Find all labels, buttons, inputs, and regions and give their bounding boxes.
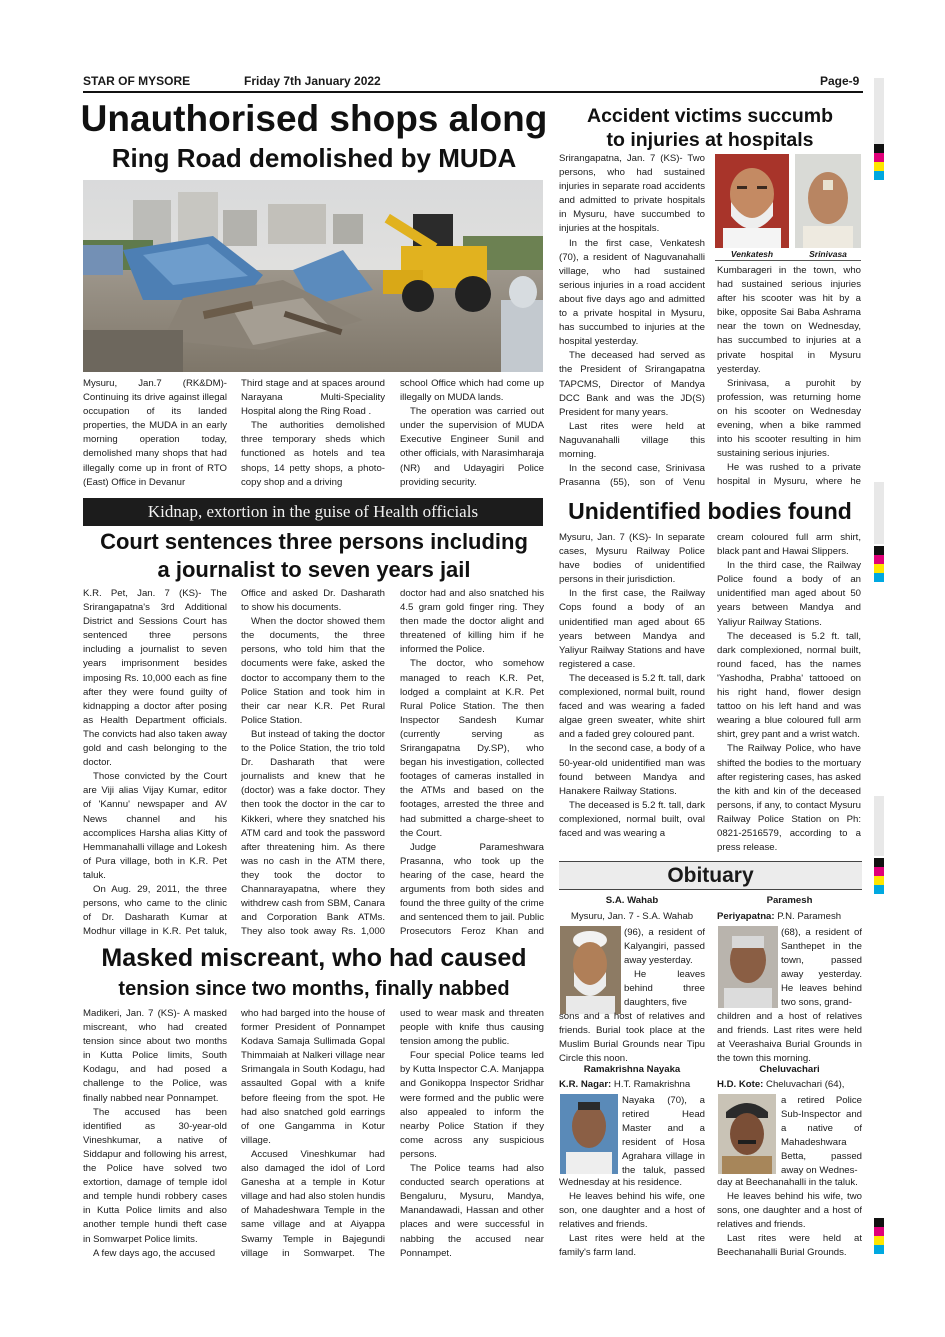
- obit-wahab-bottom-text: sons and a host of relatives and friends. Burial took place at the Muslim Burial Grounds near Tipu Circle this noon.: [559, 1011, 705, 1065]
- obit-cheluvachari-place: H.D. Kote:: [717, 1079, 764, 1090]
- wahab-portrait: [560, 926, 621, 1014]
- bodies-headline: Unidentified bodies found: [568, 498, 852, 524]
- obit-cheluvachari-side: [781, 1094, 862, 1178]
- masked-headline-line1: Masked miscreant, who had caused: [101, 944, 527, 972]
- masked-headline-line2: tension since two months, finally nabbed: [118, 978, 510, 1000]
- court-column-1: [83, 587, 227, 939]
- margin-strip-top: [874, 78, 884, 144]
- obit-paramesh-side: [781, 926, 862, 1010]
- bodies-right-para1: cream coloured full arm shirt, black pant and Hawai Slippers.: [717, 532, 861, 558]
- masked-col1-para1: Madikeri, Jan. 7 (KS)- A masked miscreant, who had created tension since about two months in Kutta Police limits, South Kodagu, and had posed a challenge to the Police, was finally nabbed near Ponnampet.: [83, 1008, 227, 1104]
- registration-swatch-yellow-3: [874, 876, 884, 885]
- obit-ramakrishna-photo: [560, 1094, 618, 1174]
- obit-wahab-name: S.A. Wahab: [605, 895, 659, 906]
- masked-col2-para2: Accused Vineshkumar had also damaged the idol of Lord Ganesha at a temple in Kotur village and had also stolen hundis of Mahadeshwara Temple in the same village and at Aiyappa Swamy Temple in Bajegundi village in Somwarpet. The: [241, 1148, 385, 1259]
- page-number: Page-9: [820, 74, 860, 88]
- court-col3-para3: Judge Parameshwara Prasanna, who took up the hearing of the case, heard the arguments from both sides and found the three guilty of the crime and sentenced them to jail. Public Prosecutors Feroz Khan and: [400, 841, 544, 938]
- registration-swatch-cyan-2: [874, 573, 884, 582]
- bodies-right-para3: The deceased is 5.2 ft. tall, dark complexioned, normal built, round faced, has the names 'Yashodha, Prabha' tattooed on his right hand, flower design tattoo on his left hand and was wearing a blue coloured full arm shirt, grey pant and a wrist watch.: [717, 630, 861, 741]
- obit-wahab-side-text: (96), a resident of Kalyangiri, passed away yesterday.: [624, 927, 705, 967]
- registration-swatch-cyan: [874, 171, 884, 180]
- obit-cheluvachari-bottom-text2: He leaves behind his wife, two sons, one daughter and a host of relatives and friends.: [717, 1191, 862, 1231]
- court-headline-line2: a journalist to seven years jail: [157, 557, 471, 582]
- registration-swatch-magenta: [874, 153, 884, 162]
- obit-cheluvachari-name: Cheluvachari: [759, 1064, 820, 1075]
- muda-col3-para2: The operation was carried out under the supervision of MUDA Executive Engineer Sunil and other officials, with Narasimharaja (NR) and Udayagiri Police providing security.: [400, 406, 544, 487]
- obit-ramakrishna-side: [622, 1094, 705, 1178]
- muda-headline-line2: Ring Road demolished by MUDA: [111, 143, 517, 173]
- bodies-right-para2: In the third case, the Railway Police found a body of an unidentified man aged about 50 years between Mandya and Yaliyur Railway Stations.: [717, 560, 861, 628]
- accident-column-right: [717, 264, 861, 490]
- court-col3-para2: The doctor, who somehow managed to reach K.R. Pet, lodged a complaint at K.R. Pet Rural Police Station. The then Inspector Sandesh Kumar (currently serving as Srirangapatna Dy.SP), who began his investigation, collected footages of cameras installed in the ATMs and based on the footages, arrested the three and had submitted a charge-sheet to the Court.: [400, 658, 544, 839]
- obit-paramesh-place: Periyapatna:: [717, 911, 775, 922]
- muda-column-3: [400, 377, 544, 487]
- obit-paramesh-intro: [717, 910, 862, 926]
- obit-ramakrishna-top-text: H.T. Ramakrishna: [613, 1079, 691, 1090]
- registration-swatch-black-2: [874, 546, 884, 555]
- obit-cheluvachari-bottom-text3: Last rites were held at Beechanahalli Burial Grounds.: [717, 1233, 862, 1259]
- registration-swatch-black-3: [874, 858, 884, 867]
- court-col1-para2: Those convicted by the Court are Viji alias Vijay Kumar, editor of 'Kannu' newspaper and AV News channel and his accomplices Harsha alias Kitty of Hemmanahalli village and Lokesh of Pura village, both in K.R. Pet taluk.: [83, 771, 227, 881]
- masked-column-3: [400, 1007, 544, 1263]
- court-headline-line1: Court sentences three persons including: [100, 529, 528, 554]
- accident-left-para1: Srirangapatna, Jan. 7 (KS)- Two persons, who had sustained injuries in separate road accidents and admitted to private hospitals in Mysuru, have succumbed to injuries at the hospitals.: [559, 153, 705, 235]
- registration-swatch-yellow-2: [874, 564, 884, 573]
- accident-left-para5: In the second case, Srinivasa Prasanna (55), son of Venu: [559, 463, 705, 489]
- registration-swatch-yellow: [874, 162, 884, 171]
- muda-column-2: [241, 377, 385, 487]
- obit-ramakrishna-bottom-text3: Last rites were held at the family's farm land.: [559, 1233, 705, 1259]
- ramakrishna-portrait: [560, 1094, 618, 1174]
- muda-col2-para1: Third stage and at spaces around Narayana Multi-Speciality Hospital along the Ring Road .: [241, 378, 385, 418]
- obit-paramesh-bottom-text: children and a host of relatives and friends. Last rites were held at Veerashaiva Burial Grounds in the town this morning.: [717, 1011, 862, 1065]
- accident-left-para2: In the first case, Venkatesh (70), a resident of Naguvanahalli village, who had sustained serious injuries in a road accident about five days ago and admitted to a private hospital in Mysuru, has succumbed to injuries at the hospital yesterday.: [559, 237, 705, 348]
- obit-ramakrishna-bottom: [559, 1176, 705, 1264]
- kidnap-kicker-banner: Kidnap, extortion in the guise of Health officials: [83, 498, 543, 526]
- muda-col3-para1: school Office which had come up illegally on MUDA lands.: [400, 378, 544, 404]
- masthead-rule: [83, 91, 863, 93]
- margin-strip-middle: [874, 482, 884, 544]
- muda-col1-text: Mysuru, Jan.7 (RK&DM)- Continuing its drive against illegal occupation of its landed properties, the MUDA in an early morning operation today, demolished many shops that had illegally come up in front of RTO (East) Office in Devanur: [83, 378, 227, 487]
- accident-headline-line1: Accident victims succumb: [587, 105, 833, 127]
- court-column-2: [241, 587, 385, 939]
- demolition-illustration: [83, 180, 543, 372]
- masked-col2-para1: who had barged into the house of former President of Ponnampet Kodava Samaja Sullimada Gopal Thimmaiah at Nalkeri village near Srimangala in South Kodagu, had assaulted Gopal with a knife before fleeing from the spot. He had also snatched gold earrings of one Gangamma in Kotur village.: [241, 1008, 385, 1146]
- accident-left-para4: Last rites were held at Naguvanahalli village this morning.: [559, 420, 705, 460]
- bodies-left-para4: In the second case, a body of a 50-year-old unidentified man was found between Mandya and Hanakere Railway Stations.: [559, 743, 705, 797]
- obit-ramakrishna-place: K.R. Nagar:: [559, 1079, 612, 1090]
- masked-column-2: [241, 1007, 385, 1263]
- registration-swatch-magenta-3: [874, 867, 884, 876]
- court-col2-para1: Office and asked Dr. Dasharath to show his documents.: [241, 588, 385, 614]
- obit-cheluvachari-bottom: [717, 1176, 862, 1264]
- masked-col3-para1: used to wear mask and threaten people with knife thus causing tension among the public.: [400, 1008, 544, 1048]
- accident-right-para3: He was rushed to a private hospital in Mysuru, where he: [717, 462, 861, 488]
- obit-wahab-side-text2: He leaves behind three daughters, five: [624, 969, 705, 1009]
- registration-swatch-magenta-2: [874, 555, 884, 564]
- obit-paramesh-bottom: [717, 1010, 862, 1066]
- court-col3-para1: doctor had and also snatched his 4.5 gram gold finger ring. They then made the doctor alight and threatened of killing him if he informed the Police.: [400, 588, 544, 656]
- obit-paramesh-name: Paramesh: [766, 895, 813, 906]
- obit-cheluvachari-intro: [717, 1078, 862, 1094]
- srinivasa-photo: [795, 154, 861, 248]
- accident-right-para1: Kumbarageri in the town, who had sustained serious injuries after his scooter was hit by a bike, opposite Sai Baba Ashrama near the town on Wednesday, has succumbed to injuries at a private hospital in Mysuru yesterday.: [717, 265, 861, 375]
- masked-col3-para3: The Police teams had also conducted search operations at Bengaluru, Mysuru, Mandya, Manandawadi, Hassan and other places and were successful in nabbing the accused near Ponnampet.: [400, 1163, 544, 1259]
- obit-ramakrishna-intro: [559, 1078, 705, 1094]
- margin-strip-lower: [874, 796, 884, 856]
- muda-demolition-photo: [83, 180, 543, 372]
- venkatesh-label: Venkatesh: [730, 249, 774, 259]
- obit-paramesh-top-text: P.N. Paramesh: [777, 911, 842, 922]
- obit-cheluvachari-photo: [718, 1094, 776, 1174]
- masked-col3-para2: Four special Police teams led by Kutta Inspector C.A. Manjappa and Gonikoppa Inspector Sridhar were formed and the public were also appealed to inform the nearby Police Station if they come across any suspicious persons.: [400, 1050, 544, 1160]
- obit-wahab-side: [624, 926, 705, 1010]
- obit-cheluvachari-top-text: Cheluvachari (64),: [766, 1079, 845, 1090]
- srinivasa-portrait: [795, 154, 861, 248]
- accident-right-para2: Srinivasa, a purohit by profession, was returning home on his scooter on Wednesday evening, when a bike rammed into his scooter resulting in him sustaining serious injuries.: [717, 377, 861, 460]
- muda-headline-line1: Unauthorised shops along: [80, 98, 548, 139]
- obit-wahab-photo: [560, 926, 621, 1014]
- obit-paramesh-side-text: (68), a resident of Santhepet in the town, passed away yesterday. He leaves behind two sons, grand-: [781, 927, 862, 1009]
- bodies-left-para1: Mysuru, Jan. 7 (KS)- In separate cases, Mysuru Railway Police have bodies of unidentified persons in their jurisdiction.: [559, 532, 705, 586]
- obit-paramesh-photo: [718, 926, 778, 1008]
- bodies-column-left: [559, 531, 705, 856]
- masked-col1-para3: A few days ago, the accused: [93, 1247, 216, 1259]
- muda-col2-para2: The authorities demolished three temporary sheds which functioned as hotels and tea shops, 14 petty shops, a photo-copy shop and a driving: [241, 420, 385, 487]
- registration-swatch-black: [874, 144, 884, 153]
- court-col2-para2: When the doctor showed them the documents, the three persons, who told him that the documents were fake, asked the doctor to accompany them to the Police Station and took him in their car near K.R. Pet Rural Police Station.: [241, 616, 385, 726]
- masked-col1-para2: The accused has been identified as 30-year-old Vineshkumar, a native of Siddapur and following his arrest, the Police have solved two extortion, damage of temple idol and temple hundi robbery cases in Kutta Police limits and also another temple hundi theft case in Somwarpet Police limits.: [83, 1106, 227, 1245]
- obit-cheluvachari-bottom-text1: day at Beechanahalli in the taluk.: [717, 1177, 858, 1188]
- paramesh-portrait: [718, 926, 778, 1008]
- court-column-3: [400, 587, 544, 939]
- obit-wahab-bottom: [559, 1010, 705, 1066]
- bodies-left-para5: The deceased is 5.2 ft. tall, dark complexioned, normal built, oval faced and was wearing a: [559, 799, 705, 839]
- venkatesh-portrait: [715, 154, 789, 248]
- masked-column-1: [83, 1007, 227, 1263]
- srinivasa-label: Srinivasa: [809, 249, 847, 259]
- bodies-right-para4: The Railway Police, who have shifted the bodies to the mortuary after registering cases, has asked the kith and kin of the deceased persons, if any, to contact Mysuru Railway Police Station on Ph: 0821-2516579, according to a press release.: [717, 743, 861, 854]
- obit-ramakrishna-name: Ramakrishna Nayaka: [583, 1064, 681, 1075]
- obit-cheluvachari-side-text: a retired Police Sub-Inspector and a native of Mahadeshwara Betta, passed away on Wednes-: [781, 1095, 862, 1177]
- accident-headline-line2: to injuries at hospitals: [606, 129, 814, 151]
- registration-swatch-yellow-4: [874, 1236, 884, 1245]
- obit-wahab-intro: [559, 910, 705, 926]
- obit-ramakrishna-bottom-text1: Wednesday at his residence.: [559, 1177, 683, 1188]
- registration-swatch-cyan-4: [874, 1245, 884, 1254]
- photo-caption-rule: [715, 260, 861, 261]
- venkatesh-photo: [715, 154, 789, 248]
- obit-ramakrishna-side-text: Nayaka (70), a retired Head Master and a resident of Hosa Agrahara village in the taluk, passed: [622, 1095, 705, 1177]
- cheluvachari-portrait: [718, 1094, 776, 1174]
- accident-left-para3: The deceased had served as the President of Srirangapatna TAPCMS, Director of Mandya DCC Bank and was the JD(S) President for many years.: [559, 350, 705, 418]
- obituary-title: Obituary: [559, 861, 862, 890]
- muda-column-1: [83, 377, 227, 487]
- court-col2-para3: But instead of taking the doctor to the Police Station, the trio told Dr. Dasharath that were journalists and knew that he (doctor) was a fake doctor. They then took the doctor in the car to Kikkeri, where they snatched his ATM card and took the password after threatening him. As there was no cash in the ATM there, they took the doctor to Channarayapatna, where they withdrew cash from SBM, Canara and Corporation Bank ATMs. They also took away Rs. 1,000: [241, 728, 385, 938]
- bodies-left-para2: In the first case, the Railway Cops found a body of an unidentified man aged about 65 years between Mandya and Yaliyur Railway Stations and have registered a case.: [559, 588, 705, 670]
- paper-name: STAR OF MYSORE: [83, 74, 191, 88]
- registration-swatch-magenta-4: [874, 1227, 884, 1236]
- obit-wahab-top-text: Mysuru, Jan. 7 - S.A. Wahab: [570, 911, 694, 922]
- issue-date: Friday 7th January 2022: [244, 74, 381, 88]
- court-col1-para3: On Aug. 29, 2011, the three persons, who came to the clinic of Dr. Dasharath Kumar at Modhur village in K.R. Pet taluk,: [83, 883, 227, 938]
- accident-column-left: [559, 152, 705, 490]
- obit-ramakrishna-bottom-text2: He leaves behind his wife, one son, one daughter and a host of relatives and friends.: [559, 1191, 705, 1231]
- bodies-left-para3: The deceased is 5.2 ft. tall, dark complexioned, normal built, round faced and was wearing a faded algae green sweater, white shirt and a faded grey coloured pant.: [559, 672, 705, 741]
- court-col1-para1: K.R. Pet, Jan. 7 (KS)- The Srirangapatna's 3rd Additional District and Sessions Court has sentenced three persons including a journalist to seven years imprisonment besides imposing Rs. 10,000 each as fine after they were found guilty of kidnapping a doctor after posing as Health Department officials. The convicts had also taken away gold and cash belonging to the doctor.: [83, 588, 227, 769]
- registration-swatch-cyan-3: [874, 885, 884, 894]
- bodies-column-right: [717, 531, 861, 856]
- registration-swatch-black-4: [874, 1218, 884, 1227]
